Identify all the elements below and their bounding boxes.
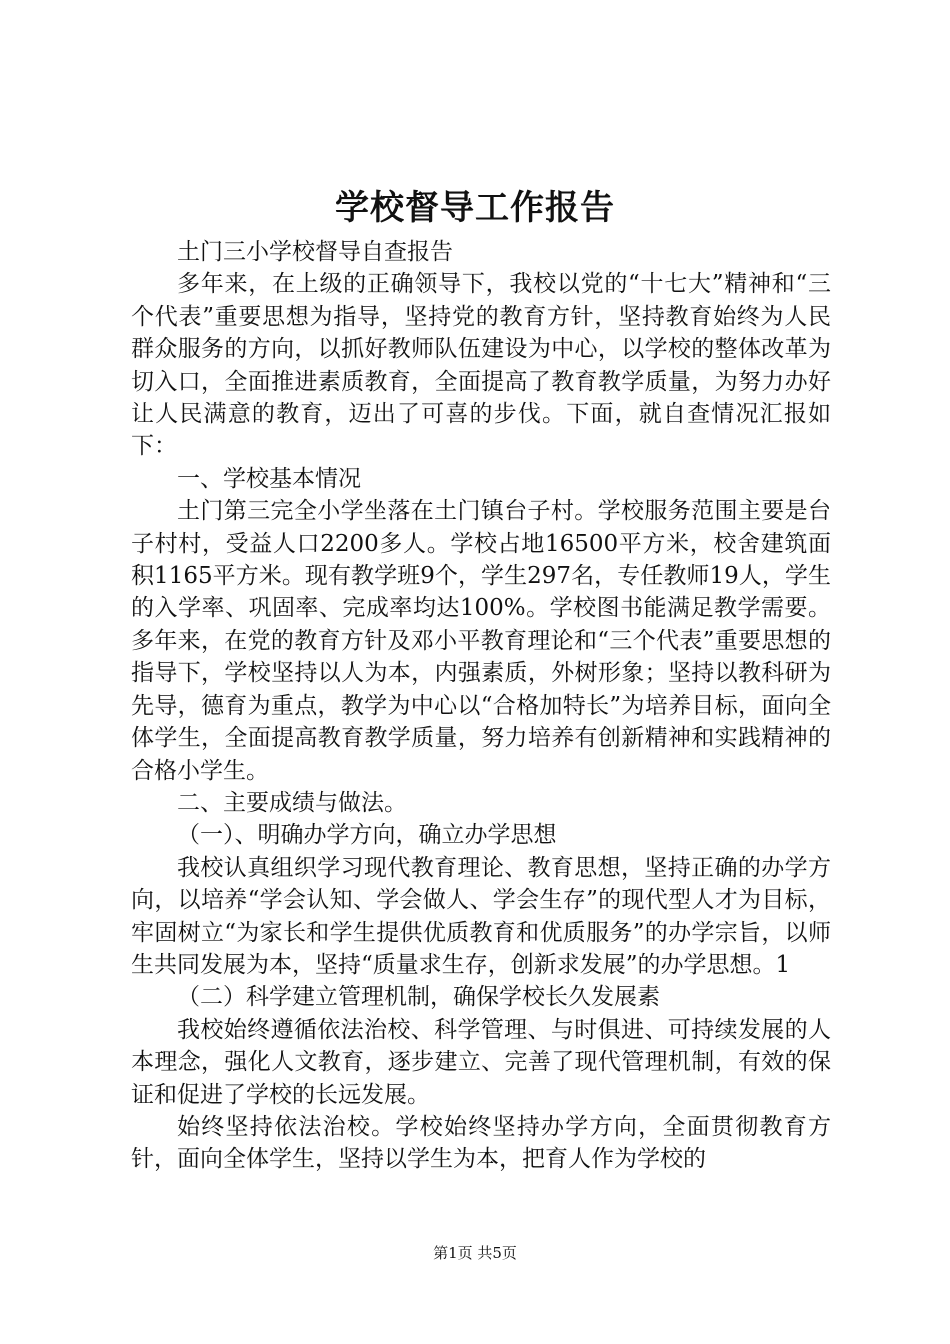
document-title: 学校督导工作报告 (335, 188, 615, 228)
basic-info-paragraph: 土门第三完全小学坐落在土门镇台子村。学校服务范围主要是台子村村，受益人口2200多人。学校占地16500平方米，校舍建筑面积1165平方米。现有教学班9个，学生297名，专任教师19人，学生的入学率、巩固率、完成率均达100%。学校图书能满足教学需要。多年来，在党的教育方针及邓小平教育理论和“三个代表”重要思想的指导下，学校坚持以人为本，内强素质，外树形象；坚持以教科研为先导，德育为重点，教学为中心以“合格加特长”为培养目标，面向全体学生，全面提高教育教学质量，努力培养有创新精神和实践精神的合格小学生。 (131, 498, 831, 784)
section-heading-2: 二、主要成绩与做法。 (177, 789, 407, 816)
document-body (131, 236, 831, 1176)
law-paragraph: 始终坚持依法治校。学校始终坚持办学方向，全面贯彻教育方针，面向全体学生，坚持以学生为本，把育人作为学校的 (131, 1113, 831, 1173)
intro-paragraph: 多年来，在上级的正确领导下，我校以党的“十七大”精神和“三个代表”重要思想为指导，坚持党的教育方针，坚持教育始终为人民群众服务的方向，以抓好教师队伍建设为中心，以学校的整体改革为切入口，全面推进素质教育，全面提高了教育教学质量，为努力办好让人民满意的教育，迈出了可喜的步伐。下面，就自查情况汇报如下： (131, 271, 831, 460)
philosophy-paragraph: 我校认真组织学习现代教育理论、教育思想，坚持正确的办学方向，以培养“学会认知、学会做人、学会生存”的现代型人才为目标，牢固树立“为家长和学生提供优质教育和优质服务”的办学宗旨，以师生共同发展为本，坚持“质量求生存，创新求发展”的办学思想。1 (131, 854, 831, 978)
subsection-heading-1: （一）、明确办学方向，确立办学思想 (177, 822, 557, 849)
management-paragraph: 我校始终遵循依法治校、科学管理、与时俱进、可持续发展的人本理念，强化人文教育，逐步建立、完善了现代管理机制，有效的保证和促进了学校的长远发展。 (131, 1016, 831, 1108)
subtitle-paragraph: 土门三小学校督导自查报告 (177, 239, 453, 265)
subsection-heading-2: （二）科学建立管理机制，确保学校长久发展素 (177, 984, 660, 1011)
section-heading-1: 一、学校基本情况 (177, 465, 361, 492)
page-number-footer: 第1页 共5页 (433, 1244, 517, 1262)
